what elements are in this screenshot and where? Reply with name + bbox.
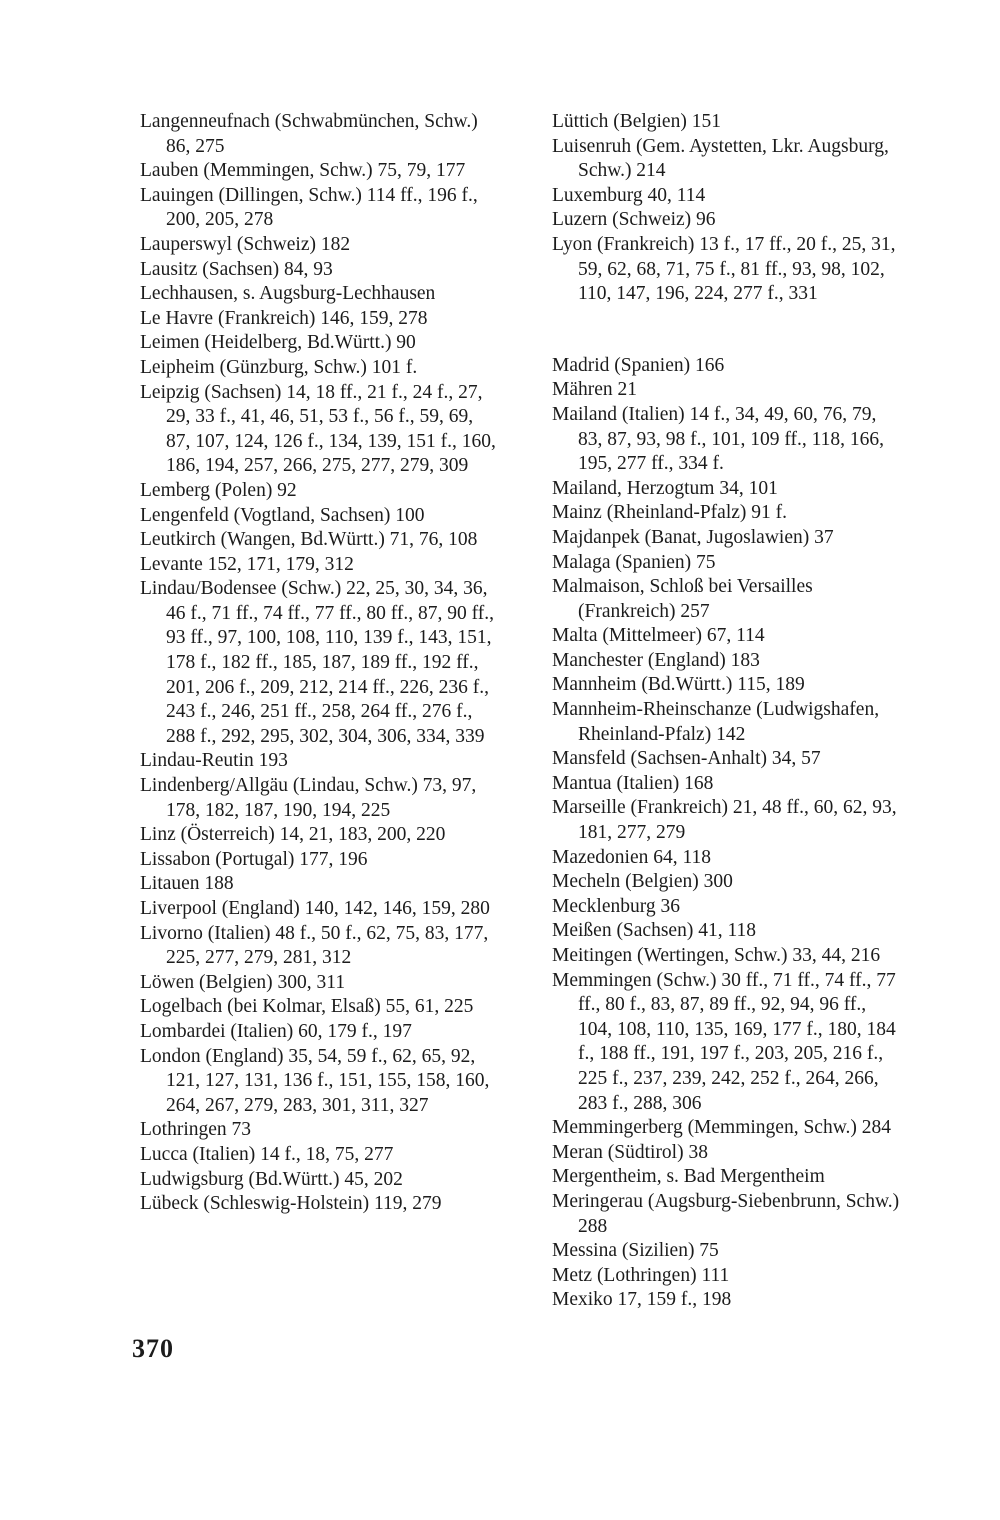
index-entry: Lauben (Memmingen, Schw.) 75, 79, 177 <box>140 160 466 182</box>
index-entry: Liverpool (England) 140, 142, 146, 159, 280 <box>140 898 490 919</box>
index-entry: Litauen 188 <box>140 873 234 895</box>
index-entry: Langenneufnach (Schwabmünchen, Schw.) 86, 275 <box>140 111 478 157</box>
index-entry: Lüttich (Belgien) 151 <box>552 111 721 132</box>
index-entry: Mantua (Italien) 168 <box>552 772 714 794</box>
index-column-left <box>140 110 500 1217</box>
index-entry: Mergentheim, s. Bad Mergentheim <box>552 1166 825 1188</box>
index-entry: Malta (Mittelmeer) 67, 114 <box>552 625 765 647</box>
index-entry: Leutkirch (Wangen, Bd.Württ.) 71, 76, 108 <box>140 529 478 551</box>
index-entry: Memmingen (Schw.) 30 ff., 71 ff., 74 ff., 77 ff., 80 f., 83, 87, 89 ff., 92, 94, 96 ff., 104, 108, 110, 135, 169, 177 f., 180, 184 f., 188 ff., 191, 197 f., 203, 205, 216 f., 225 f., 237, 239, 242, 252 f., 264, 266, 283 f., 288, 306 <box>552 969 896 1114</box>
index-entry: Lucca (Italien) 14 f., 18, 75, 277 <box>140 1143 394 1165</box>
index-entry: Madrid (Spanien) 166 <box>552 354 725 376</box>
index-entry: Mansfeld (Sachsen-Anhalt) 34, 57 <box>552 748 821 770</box>
index-entry: Lausitz (Sachsen) 84, 93 <box>140 258 333 280</box>
index-entry: Lübeck (Schleswig-Holstein) 119, 279 <box>140 1193 442 1215</box>
index-entry: Lombardei (Italien) 60, 179 f., 197 <box>140 1020 412 1042</box>
index-entry: Logelbach (bei Kolmar, Elsaß) 55, 61, 225 <box>140 996 474 1018</box>
index-entry: Luisenruh (Gem. Aystetten, Lkr. Augsburg, Schw.) 214 <box>552 135 889 182</box>
index-entry: Mailand (Italien) 14 f., 34, 49, 60, 76, 79, 83, 87, 93, 98 f., 101, 109 ff., 118, 166, 195, 277 ff., 334 f. <box>552 403 885 475</box>
index-entry: Ludwigsburg (Bd.Württ.) 45, 202 <box>140 1168 403 1190</box>
index-entry: Marseille (Frankreich) 21, 48 ff., 60, 62, 93, 181, 277, 279 <box>552 797 897 844</box>
index-entry: Lechhausen, s. Augsburg-Lechhausen <box>140 283 436 305</box>
index-entry: Mecheln (Belgien) 300 <box>552 871 733 893</box>
index-entry: Mailand, Herzogtum 34, 101 <box>552 477 778 499</box>
index-entry: Luzern (Schweiz) 96 <box>552 209 716 231</box>
index-entry: Mexiko 17, 159 f., 198 <box>552 1289 732 1311</box>
index-entry: Meran (Südtirol) 38 <box>552 1141 708 1163</box>
index-entry: Lyon (Frankreich) 13 f., 17 ff., 20 f., 25, 31, 59, 62, 68, 71, 75 f., 81 ff., 93, 98, 102, 110, 147, 196, 224, 277 f., 331 <box>552 233 896 305</box>
index-entry: Lindau-Reutin 193 <box>140 750 288 772</box>
index-entry: Löwen (Belgien) 300, 311 <box>140 971 346 993</box>
index-entry: Lemberg (Polen) 92 <box>140 479 297 501</box>
index-entry: Malmaison, Schloß bei Versailles (Frankreich) 257 <box>552 576 813 622</box>
index-entry: Le Havre (Frankreich) 146, 159, 278 <box>140 307 428 329</box>
index-entry: Mainz (Rheinland-Pfalz) 91 f. <box>552 502 788 524</box>
index-entry: Lindau/Bodensee (Schw.) 22, 25, 30, 34, 36, 46 f., 71 ff., 74 ff., 77 ff., 80 ff., 87, 90 ff., 93 ff., 97, 100, 108, 110, 139 f., 143, 151, 178 f., 182 ff., 185, 187, 189 ff., 192 ff., 201, 206 f., 209, 212, 214 ff., 226, 236 f., 243 f., 246, 251 ff., 258, 264 ff., 276 f., 288 f., 292, 295, 302, 304, 306, 334, 339 <box>140 578 495 747</box>
page-number: 370 <box>132 1334 174 1363</box>
index-entry: Meitingen (Wertingen, Schw.) 33, 44, 216 <box>552 945 881 966</box>
index-entry: Mannheim-Rheinschanze (Ludwigshafen, Rheinland-Pfalz) 142 <box>552 699 880 745</box>
index-entry: Levante 152, 171, 179, 312 <box>140 553 354 575</box>
index-column-right <box>552 110 902 1313</box>
index-entry: Leipzig (Sachsen) 14, 18 ff., 21 f., 24 f., 27, 29, 33 f., 41, 46, 51, 53 f., 56 f., 59, 69, 87, 107, 124, 126 f., 134, 139, 151 f., 160, 186, 194, 257, 266, 275, 277, 279, 309 <box>140 381 496 477</box>
index-entry: Lengenfeld (Vogtland, Sachsen) 100 <box>140 504 425 526</box>
index-entry: Messina (Sizilien) 75 <box>552 1240 719 1262</box>
index-entry: Mähren 21 <box>552 379 638 401</box>
index-entry: Lindenberg/Allgäu (Lindau, Schw.) 73, 97, 178, 182, 187, 190, 194, 225 <box>140 775 477 821</box>
index-entry: Livorno (Italien) 48 f., 50 f., 62, 75, 83, 177, 225, 277, 279, 281, 312 <box>140 922 489 969</box>
index-entry: Malaga (Spanien) 75 <box>552 551 716 573</box>
index-entry: Mecklenburg 36 <box>552 895 680 917</box>
index-entry: Lissabon (Portugal) 177, 196 <box>140 848 368 870</box>
index-group-m <box>552 354 902 1313</box>
index-entry: Majdanpek (Banat, Jugoslawien) 37 <box>552 526 834 548</box>
index-entry: Manchester (England) 183 <box>552 649 760 671</box>
index-entry: London (England) 35, 54, 59 f., 62, 65, 92, 121, 127, 131, 136 f., 151, 155, 158, 160, 264, 267, 279, 283, 301, 311, 327 <box>140 1045 490 1116</box>
index-entry: Meißen (Sachsen) 41, 118 <box>552 920 756 942</box>
index-entry: Mazedonien 64, 118 <box>552 846 712 868</box>
index-entry: Linz (Österreich) 14, 21, 183, 200, 220 <box>140 824 446 846</box>
index-entry: Memmingerberg (Memmingen, Schw.) 284 <box>552 1117 892 1139</box>
index-entry: Lauingen (Dillingen, Schw.) 114 ff., 196 f., 200, 205, 278 <box>140 184 478 231</box>
letter-gap <box>552 307 902 354</box>
index-entry: Meringerau (Augsburg-Siebenbrunn, Schw.) 288 <box>552 1190 900 1237</box>
index-entry: Lauperswyl (Schweiz) 182 <box>140 233 351 255</box>
index-entry: Metz (Lothringen) 111 <box>552 1264 730 1286</box>
index-entry: Lothringen 73 <box>140 1119 252 1141</box>
index-group-l <box>552 110 902 307</box>
index-entry: Leimen (Heidelberg, Bd.Württ.) 90 <box>140 332 416 354</box>
index-entry: Mannheim (Bd.Württ.) 115, 189 <box>552 674 805 696</box>
index-entry: Leipheim (Günzburg, Schw.) 101 f. <box>140 356 418 378</box>
index-entry: Luxemburg 40, 114 <box>552 184 706 206</box>
